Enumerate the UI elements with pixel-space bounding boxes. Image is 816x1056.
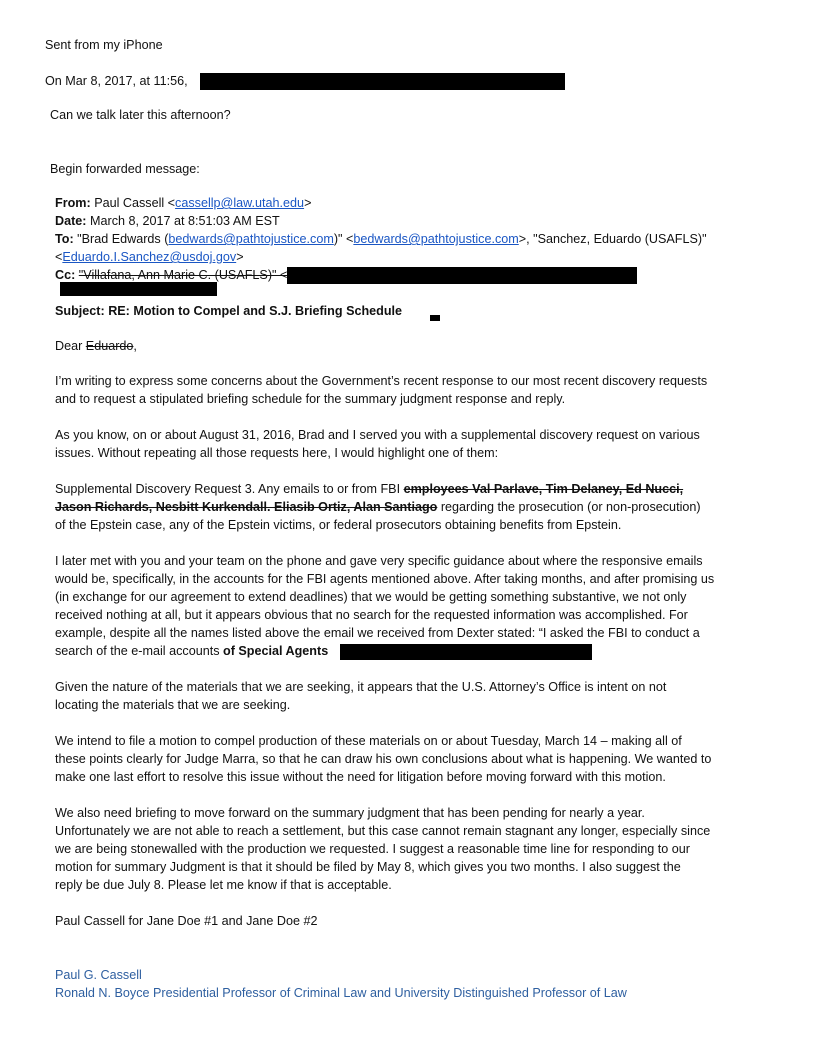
can-we-talk-line: Can we talk later this afternoon? — [50, 108, 231, 122]
subject-label: Subject: — [55, 304, 105, 318]
paragraph-line: locating the materials that we are seeking. — [55, 698, 291, 712]
salutation-comma: , — [133, 339, 137, 353]
from-email-link[interactable]: cassellp@law.utah.edu — [175, 196, 305, 210]
paragraph-line: reply be due July 8. Please let me know if that is acceptable. — [55, 878, 392, 892]
paragraph-line: motion for summary Judgment is that it should be filed by May 8, which gives you two months. I also suggest the — [55, 860, 681, 874]
to-part3: >, "Sanchez, Eduardo (USAFLS)" — [518, 232, 707, 246]
cc-value: "Villafana, Ann Marie C. (USAFLS)" < — [78, 268, 288, 282]
request-line-2 — [55, 498, 701, 516]
request-text: Supplemental Discovery Request 3. Any emails to or from FBI — [55, 482, 401, 496]
salutation — [55, 337, 137, 355]
date-value: March 8, 2017 at 8:51:03 AM EST — [90, 214, 280, 228]
redaction-bar — [287, 267, 637, 284]
date-label: Date: — [55, 214, 87, 228]
to-line — [55, 230, 707, 248]
redaction-bar — [60, 282, 217, 296]
struck-names: Jason Richards, Nesbitt Kurkendall. Eliasib Ortiz, Alan Santiago — [55, 500, 438, 514]
to-line2-close: > — [236, 250, 244, 264]
from-close: > — [304, 196, 312, 210]
begin-forwarded-line: Begin forwarded message: — [50, 162, 200, 176]
paragraph-line: received nothing at all, but it appears obvious that no search for the requested information was accomplished. For — [55, 608, 688, 622]
salutation-name: Eduardo — [85, 339, 134, 353]
date-line — [55, 212, 280, 230]
closing-line: Paul Cassell for Jane Doe #1 and Jane Doe #2 — [55, 914, 318, 928]
struck-names: employees Val Parlave, Tim Delaney, Ed Nucci, — [403, 482, 684, 496]
paragraph-line: We also need briefing to move forward on the summary judgment that has been pending for nearly a year. — [55, 806, 645, 820]
subject-line — [55, 302, 402, 320]
from-line — [55, 194, 311, 212]
to-email-link-2[interactable]: bedwards@pathtojustice.com — [353, 232, 519, 246]
paragraph-line: (in exchange for our agreement to extend deadlines) that we would be getting something substantive, we not only — [55, 590, 687, 604]
redaction-bar — [200, 73, 565, 90]
paragraph-line: would be, specifically, in the accounts for the FBI agents mentioned above. After taking months, and after promising us — [55, 572, 715, 586]
to-part2: )" < — [333, 232, 354, 246]
paragraph-line: of the Epstein case, any of the Epstein victims, or federal prosecutors obtaining benefits from Epstein. — [55, 518, 622, 532]
signature-title: Ronald N. Boyce Presidential Professor of Criminal Law and University Distinguished Professor of Law — [55, 986, 627, 1000]
paragraph-line: I later met with you and your team on the phone and gave very specific guidance about where the responsive emails — [55, 554, 703, 568]
from-name: Paul Cassell < — [94, 196, 176, 210]
to-email-link-3[interactable]: Eduardo.I.Sanchez@usdoj.gov — [62, 250, 237, 264]
redaction-bar — [430, 315, 440, 321]
paragraph-line: Unfortunately we are not able to reach a settlement, but this case cannot remain stagnant any longer, especially since — [55, 824, 711, 838]
paragraph-line: make one last effort to resolve this issue without the need for litigation before moving forward with this motion. — [55, 770, 666, 784]
paragraph-line: and to request a stipulated briefing schedule for the summary judgment response and reply. — [55, 392, 566, 406]
from-label: From: — [55, 196, 91, 210]
paragraph-line: I’m writing to express some concerns about the Government’s recent response to our most recent discovery requests — [55, 374, 708, 388]
search-text: search of the e-mail accounts — [55, 644, 220, 658]
cc-label: Cc: — [55, 268, 76, 282]
to-line2-open: < — [55, 250, 63, 264]
on-date-line — [45, 72, 188, 90]
to-part1: "Brad Edwards ( — [77, 232, 169, 246]
subject-value: RE: Motion to Compel and S.J. Briefing Schedule — [108, 304, 403, 318]
paragraph-line: these points clearly for Judge Marra, so that he can draw his own conclusions about what is happening. We wanted to — [55, 752, 712, 766]
paragraph-line: Given the nature of the materials that we are seeking, it appears that the U.S. Attorney’s Office is intent on not — [55, 680, 667, 694]
paragraph-line: issues. Without repeating all those requests here, I would highlight one of them: — [55, 446, 499, 460]
paragraph-line: As you know, on or about August 31, 2016, Brad and I served you with a supplemental discovery request on various — [55, 428, 700, 442]
paragraph-line: we are being stonewalled with the production we requested. I suggest a reasonable time line for responding to our — [55, 842, 690, 856]
paragraph-line: example, despite all the names listed above the email we received from Dexter stated: “I asked the FBI to conduct a — [55, 626, 700, 640]
to-email-link-1[interactable]: bedwards@pathtojustice.com — [168, 232, 334, 246]
salutation-dear: Dear — [55, 339, 83, 353]
paragraph-line: We intend to file a motion to compel production of these materials on or about Tuesday, March 14 – making all of — [55, 734, 682, 748]
signature-name: Paul G. Cassell — [55, 968, 142, 982]
on-date-prefix: On Mar 8, 2017, at 11:56, — [45, 74, 188, 88]
redaction-bar — [340, 644, 592, 660]
sent-from-line: Sent from my iPhone — [45, 38, 163, 52]
special-agents-text: of Special Agents — [223, 644, 329, 658]
request-text: regarding the prosecution (or non-prosecution) — [440, 500, 701, 514]
to-line-2 — [55, 248, 244, 266]
to-label: To: — [55, 232, 74, 246]
request-line-1 — [55, 480, 683, 498]
